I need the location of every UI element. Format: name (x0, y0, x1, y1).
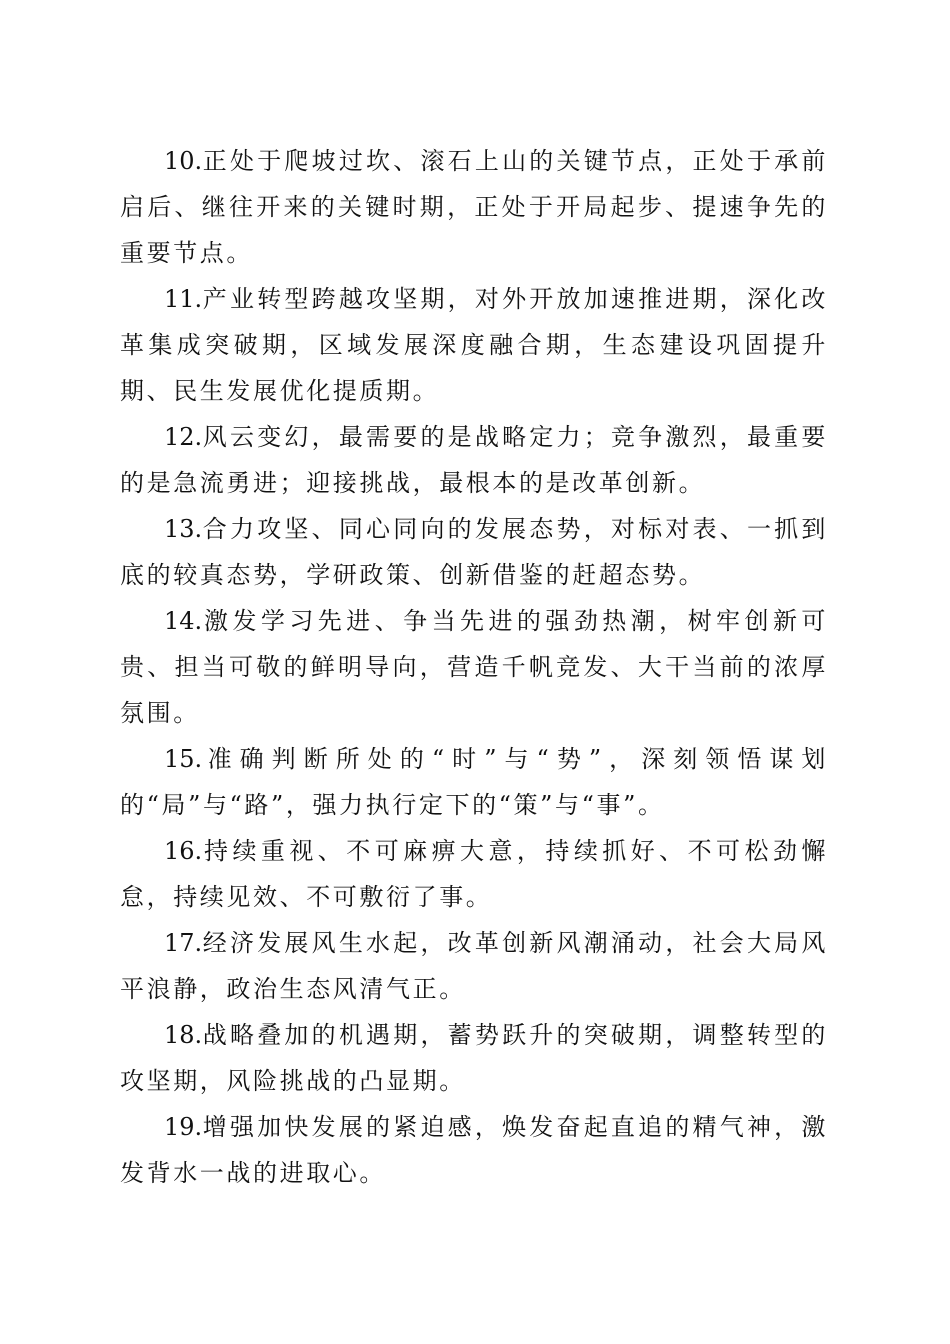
paragraph-17 (120, 920, 828, 1012)
paragraph-number: 19. (164, 1113, 203, 1141)
paragraph-18 (120, 1012, 828, 1104)
paragraph-text: 经济发展风生水起，改革创新风潮涌动，社会大局风平浪静，政治生态风清气正。 (120, 929, 828, 1003)
paragraph-text: 持续重视、不可麻痹大意，持续抓好、不可松劲懈怠，持续见效、不可敷衍了事。 (120, 837, 828, 911)
paragraph-12 (120, 414, 828, 506)
paragraph-10 (120, 138, 828, 276)
paragraph-text: 合力攻坚、同心同向的发展态势，对标对表、一抓到底的较真态势，学研政策、创新借鉴的赶超态势。 (120, 515, 828, 589)
paragraph-text: 激发学习先进、争当先进的强劲热潮，树牢创新可贵、担当可敬的鲜明导向，营造千帆竞发、大干当前的浓厚氛围。 (120, 607, 828, 727)
document-body (120, 138, 828, 1196)
paragraph-number: 15. (164, 745, 203, 773)
paragraph-15 (120, 736, 828, 828)
paragraph-number: 10. (164, 147, 203, 175)
paragraph-number: 14. (164, 607, 203, 635)
paragraph-14 (120, 598, 828, 736)
paragraph-19 (120, 1104, 828, 1196)
paragraph-number: 13. (164, 515, 203, 543)
paragraph-number: 17. (164, 929, 203, 957)
paragraph-text: 战略叠加的机遇期，蓄势跃升的突破期，调整转型的攻坚期，风险挑战的凸显期。 (120, 1021, 828, 1095)
paragraph-text: 产业转型跨越攻坚期，对外开放加速推进期，深化改革集成突破期，区域发展深度融合期，生态建设巩固提升期、民生发展优化提质期。 (120, 285, 828, 405)
paragraph-13 (120, 506, 828, 598)
paragraph-number: 11. (164, 285, 203, 313)
paragraph-11 (120, 276, 828, 414)
paragraph-text: 正处于爬坡过坎、滚石上山的关键节点，正处于承前启后、继往开来的关键时期，正处于开局起步、提速争先的重要节点。 (120, 147, 828, 267)
paragraph-number: 12. (164, 423, 203, 451)
paragraph-16 (120, 828, 828, 920)
paragraph-number: 16. (164, 837, 203, 865)
paragraph-text: 准确判断所处的“时”与“势”，深刻领悟谋划的“局”与“路”，强力执行定下的“策”与“事”。 (120, 745, 828, 819)
paragraph-text: 增强加快发展的紧迫感，焕发奋起直追的精气神，激发背水一战的进取心。 (120, 1113, 828, 1187)
paragraph-text: 风云变幻，最需要的是战略定力；竞争激烈，最重要的是急流勇进；迎接挑战，最根本的是改革创新。 (120, 423, 828, 497)
paragraph-number: 18. (164, 1021, 203, 1049)
